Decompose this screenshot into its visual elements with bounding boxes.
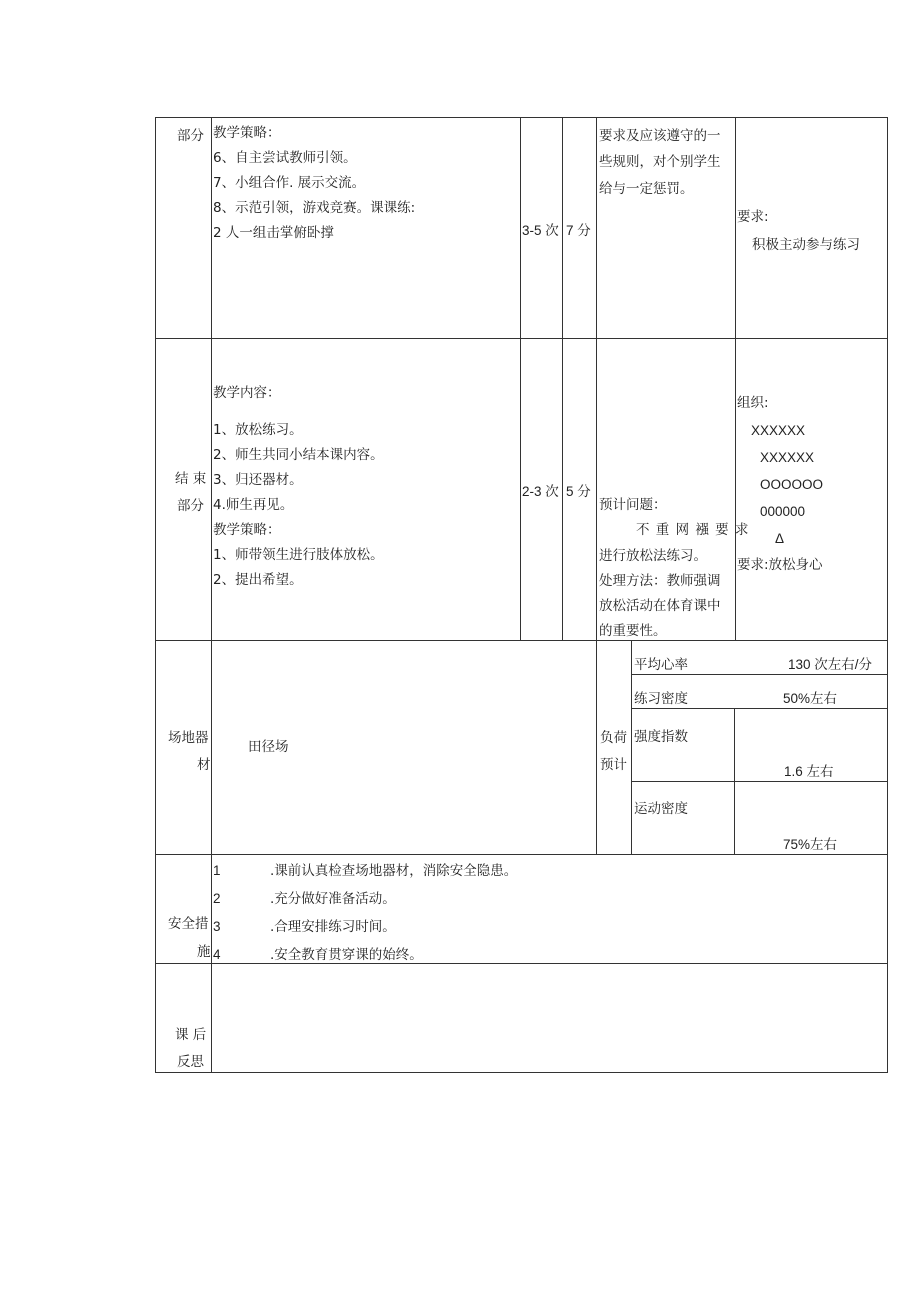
safety-label: 施: [197, 944, 211, 960]
safety-item-number: 2: [213, 891, 221, 906]
formation-row: OOOOOO: [760, 477, 824, 492]
safety-item-text: .充分做好准备活动。: [270, 891, 396, 907]
safety-item-number: 3: [213, 919, 221, 934]
venue-label: 场地器: [168, 730, 209, 746]
requirement-text: 积极主动参与练习: [752, 237, 860, 253]
formation-row: XXXXXX: [751, 423, 806, 438]
part-label: 结 束: [175, 471, 207, 487]
method-item: 6、自主尝试教师引领。: [213, 150, 357, 166]
requirement-text: 要求:放松身心: [737, 557, 823, 573]
safety-item-number: 1: [213, 863, 221, 878]
metric-value-heart-rate: 130 次左右/分: [788, 657, 873, 672]
problem-line: 些规则，对个别学生: [599, 154, 721, 170]
metric-value-practice-density: 50%左右: [783, 691, 838, 706]
safety-item-number: 4: [213, 947, 221, 962]
content-item: 1、放松练习。: [213, 422, 303, 438]
metric-label-practice-density: 练习密度: [634, 691, 688, 707]
requirement-label: 要求:: [737, 209, 769, 225]
content-item: 4.师生再见。: [213, 497, 294, 513]
metric-label-heart-rate: 平均心率: [634, 657, 688, 673]
method-item: 8、示范引领，游戏竞赛。课课练:: [213, 200, 416, 216]
organization-label: 组织:: [737, 395, 769, 411]
method-item: 1、师带领生进行肢体放松。: [213, 547, 384, 563]
venue-label: 材: [197, 757, 211, 773]
method-item: 2 人一组击掌俯卧撑: [213, 225, 334, 241]
method-heading: 教学策略：: [213, 125, 281, 141]
problem-line: 处理方法：教师强调: [599, 573, 721, 589]
times-value: 3-5 次: [522, 223, 559, 238]
problem-line: 进行放松法练习。: [599, 548, 707, 564]
safety-item-text: .安全教育贯穿课的始终。: [270, 947, 423, 963]
metric-value-exercise-density: 75%左右: [783, 837, 838, 852]
formation-row: XXXXXX: [760, 450, 815, 465]
reflection-label: 课 后: [175, 1027, 207, 1043]
content-item: 2、师生共同小结本课内容。: [213, 447, 384, 463]
teacher-marker: Δ: [775, 531, 785, 546]
part-label: 部分: [177, 128, 204, 144]
venue-value: 田径场: [248, 739, 289, 755]
times-value: 2-3 次: [522, 484, 559, 499]
duration-value: 7 分: [566, 223, 591, 238]
load-label: 预计: [600, 757, 627, 773]
problem-line: 要求及应该遵守的一: [599, 128, 721, 144]
problem-line: 给与一定惩罚。: [599, 181, 694, 197]
part-label: 部分: [177, 498, 204, 514]
formation-row: 000000: [760, 504, 806, 519]
safety-item-text: .合理安排练习时间。: [270, 919, 396, 935]
problem-heading: 预计问题：: [599, 497, 667, 513]
reflection-label: 反思: [177, 1054, 204, 1070]
metric-label-exercise-density: 运动密度: [634, 801, 688, 817]
metric-label-intensity: 强度指数: [634, 729, 688, 745]
duration-value: 5 分: [566, 484, 591, 499]
problem-line: 不 重 网 襁 要 求: [636, 522, 750, 538]
content-heading: 教学内容：: [213, 385, 281, 401]
problem-line: 的重要性。: [599, 623, 667, 639]
load-label: 负荷: [600, 730, 627, 746]
metric-value-intensity: 1.6 左右: [784, 764, 834, 779]
content-item: 3、归还器材。: [213, 472, 303, 488]
safety-label: 安全措: [168, 916, 209, 932]
safety-item-text: .课前认真检查场地器材，消除安全隐患。: [270, 863, 518, 879]
method-heading: 教学策略：: [213, 522, 281, 538]
method-item: 2、提出希望。: [213, 572, 303, 588]
method-item: 7、小组合作. 展示交流。: [213, 175, 366, 191]
problem-line: 放松活动在体育课中: [599, 598, 721, 614]
